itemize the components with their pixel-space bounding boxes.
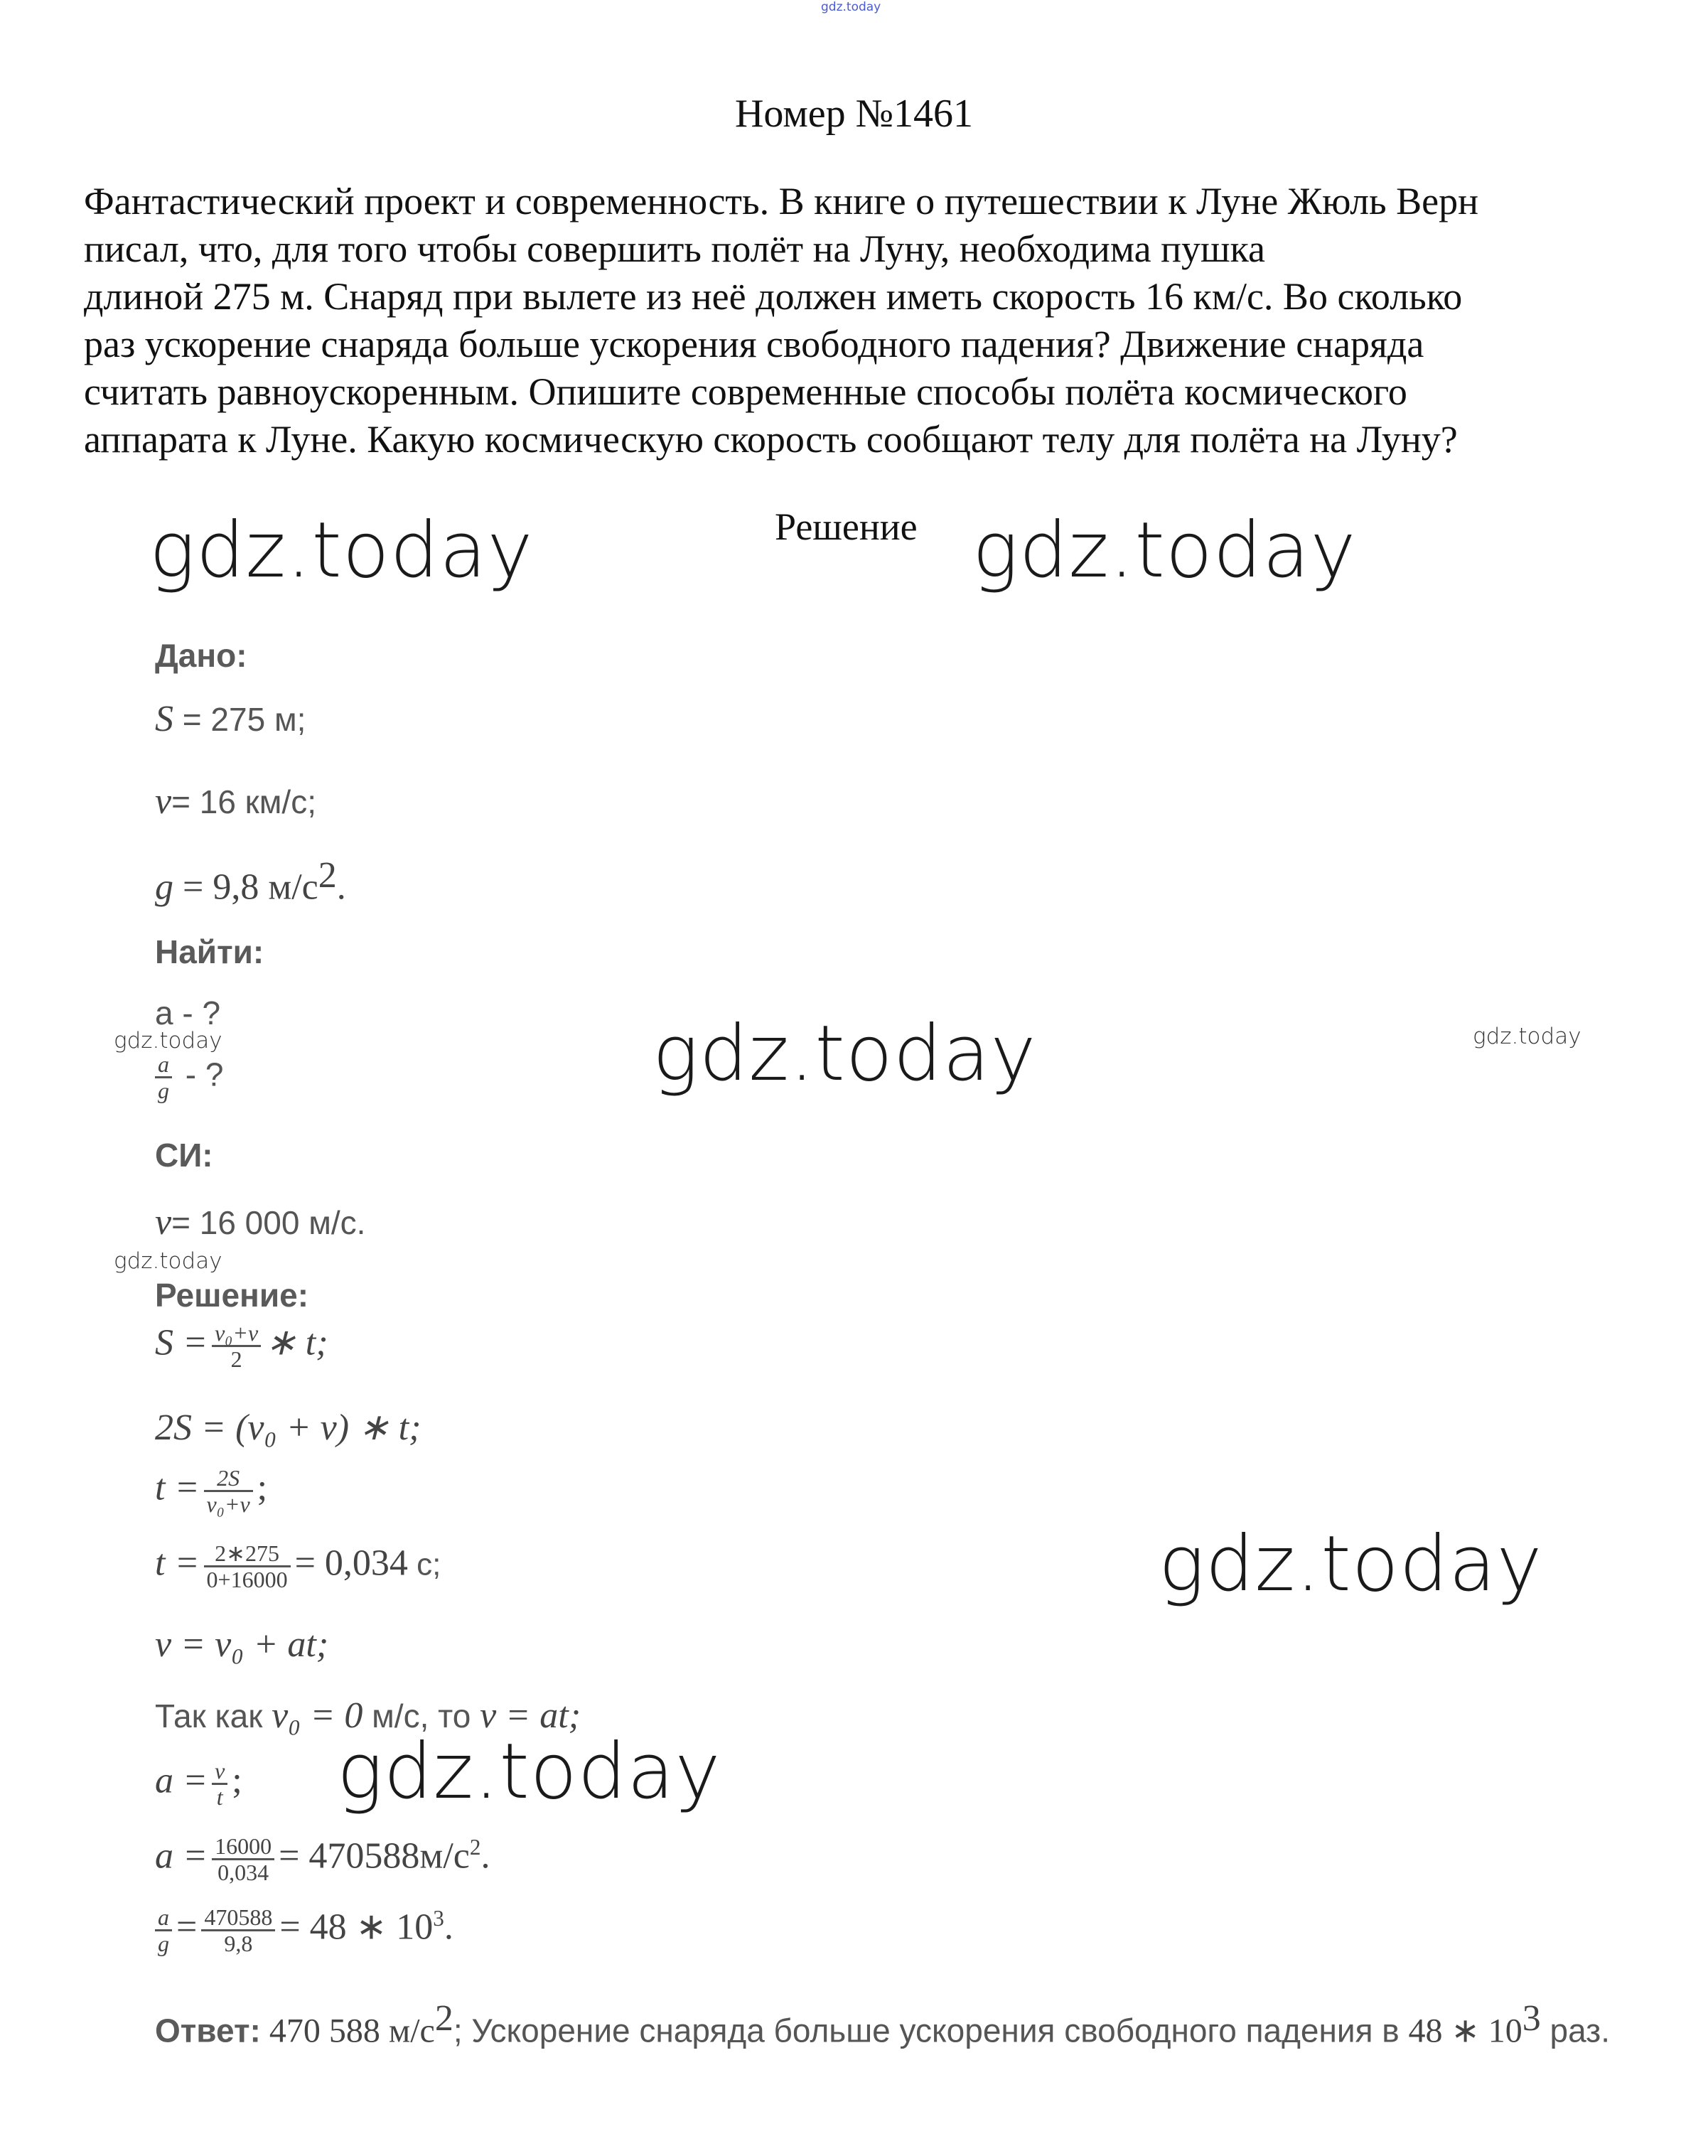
problem-line: писал, что, для того чтобы совершить полёт на Луну, необходима пушка [84,227,1265,270]
find-ratio: $\frac{a}{g}$ - ? [155,1052,223,1103]
watermark-small: gdz.today [114,1028,222,1053]
top-watermark: gdz.today [821,0,881,14]
answer: Ответ: 470 588 $м/с^2$; Ускорение снаряда больше ускорения свободного падения в 48 ∗ $10^3$ раз. [155,1998,1611,2050]
watermark: gdz.today [337,1727,721,1816]
problem-text [84,178,1633,463]
formula-a: a = $\frac{v}{t}$ ; [155,1758,242,1810]
problem-line: Фантастический проект и современность. В книге о путешествии к Луне Жюль Верн [84,180,1479,222]
watermark: gdz.today [149,506,534,595]
watermark: gdz.today [972,506,1357,595]
formula-ratio: $\frac{a}{g}$ = $\frac{470588}{9,8}$ = 48 ∗ $10^3$. [155,1905,453,1956]
problem-line: раз ускорение снаряда больше ускорения свободного падения? Движение снаряда [84,323,1424,365]
formula-condition: Так как v₀ = 0 м/с, то v = at; [155,1695,581,1736]
watermark: gdz.today [1159,1520,1543,1609]
given-s: S = 275 м; [155,699,306,739]
find-label: Найти: [155,933,264,970]
si-v: v= 16 000 м/с. [155,1202,366,1243]
given-g: g = 9,8 $м/с^2$. [155,855,346,908]
solution-label: Решение: [155,1277,309,1314]
watermark: gdz.today [652,1009,1037,1098]
formula-a-value: a = $\frac{16000}{0,034}$ = $470588м/с^2$. [155,1833,490,1885]
find-a: а - ? [155,994,221,1031]
solution-heading: Решение [775,505,918,548]
page-title: Номер №1461 [734,92,974,136]
watermark-small: gdz.today [114,1248,222,1274]
problem-line: аппарата к Луне. Какую космическую скорость сообщают телу для полёта на Луну? [84,418,1458,461]
given-label: Дано: [155,637,247,674]
formula-2s: 2S = (v₀ + v) ∗ t; [155,1407,421,1448]
problem-line: считать равноускоренным. Опишите современные способы полёта космического [84,370,1407,413]
formula-v: v = v₀ + at; [155,1624,329,1665]
given-v: v= 16 км/с; [155,781,316,822]
formula-t: t = $\frac{2S}{\text{v₀+v}}$ ; [155,1465,268,1517]
problem-line: длиной 275 м. Снаряд при вылете из неё должен иметь скорость 16 км/с. Во сколько [84,275,1463,318]
watermark-small: gdz.today [1473,1024,1581,1049]
si-label: СИ: [155,1137,213,1174]
formula-t-value: t = $\frac{2∗275}{0+16000}$ = 0,034 с; [155,1540,441,1592]
formula-s: S = $\frac{\text{v₀+v}}{2}$ ∗ t; [155,1320,328,1372]
